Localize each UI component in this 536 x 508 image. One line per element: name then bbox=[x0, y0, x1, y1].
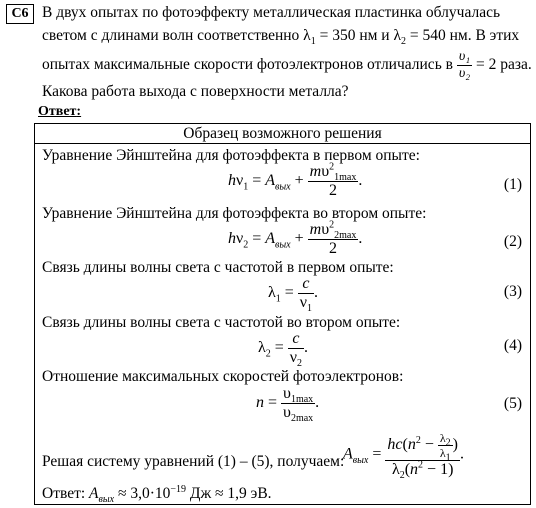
solution-text-6: Решая систему уравнений (1) – (5), получаем: bbox=[42, 453, 345, 470]
solution-text-5: Отношение максимальных скоростей фотоэлектронов: bbox=[42, 368, 404, 385]
formula-wavelength-2: $\lambda_2$ = $\frac{c}{\nu_2}$ . bbox=[258, 330, 309, 370]
equation-number-2: (2) bbox=[503, 233, 522, 250]
solution-text-1: Уравнение Эйнштейна для фотоэффекта в первом опыте: bbox=[42, 147, 420, 164]
velocity-ratio-fraction: $\frac{\text{υ₁}}{\text{υ₂}}$ bbox=[458, 49, 471, 81]
formula-velocity-ratio: n = $\frac{\upsilon_{1max}}{\upsilon_{2max}}$ . bbox=[256, 385, 320, 425]
solution-header: Образец возможного решения bbox=[34, 123, 531, 144]
solution-text-2: Уравнение Эйнштейна для фотоэффекта во втором опыте: bbox=[42, 205, 427, 222]
equation-number-1: (1) bbox=[503, 176, 522, 193]
equation-number-5: (5) bbox=[503, 395, 522, 412]
problem-number-badge: С6 bbox=[6, 4, 34, 24]
solution-text-3: Связь длины волны света с частотой в первом опыте: bbox=[42, 259, 394, 276]
solution-text-4: Связь длины волны света с частотой во втором опыте: bbox=[42, 314, 401, 331]
formula-work-function: $A_{вых}$ = $hc(n^2$ − $\frac{\lambda_2}{\lambda_1}$ ) $\lambda_2(n^2 - 1)$ . bbox=[343, 431, 464, 482]
equation-number-3: (3) bbox=[503, 283, 522, 300]
formula-wavelength-1: $\lambda_1$ = $\frac{c}{\nu_1}$ . bbox=[268, 275, 319, 315]
problem-line-2: светом с длинами волн соответственно $\lambda_1 = 350$ нм и $\lambda_2 = 540$ нм. В этих bbox=[42, 27, 520, 48]
final-answer: Ответ: $A_{вых} \approx 3,0\cdot 10^{-19}$ Дж ≈ 1,9 эВ. bbox=[42, 483, 272, 506]
problem-line-3: опытах максимальные скорости фотоэлектронов отличались в $\frac{\text{υ₁}}{\text{υ₂}}$ = 2 раза. bbox=[42, 49, 532, 81]
problem-line-1: В двух опытах по фотоэффекту металлическая пластинка облучалась bbox=[42, 4, 501, 21]
formula-einstein-1: $h\nu_1 = A_{вых}$ + $\frac{m\upsilon^2_{1max}}{2}$ . bbox=[228, 161, 363, 199]
formula-einstein-2: $h\nu_2 = A_{вых}$ + $\frac{m\upsilon^2_{2max}}{2}$ . bbox=[228, 219, 363, 257]
problem-question: Какова работа выхода с поверхности металла? bbox=[42, 83, 349, 100]
answer-label: Ответ: bbox=[38, 104, 82, 119]
equation-number-4: (4) bbox=[503, 337, 522, 354]
